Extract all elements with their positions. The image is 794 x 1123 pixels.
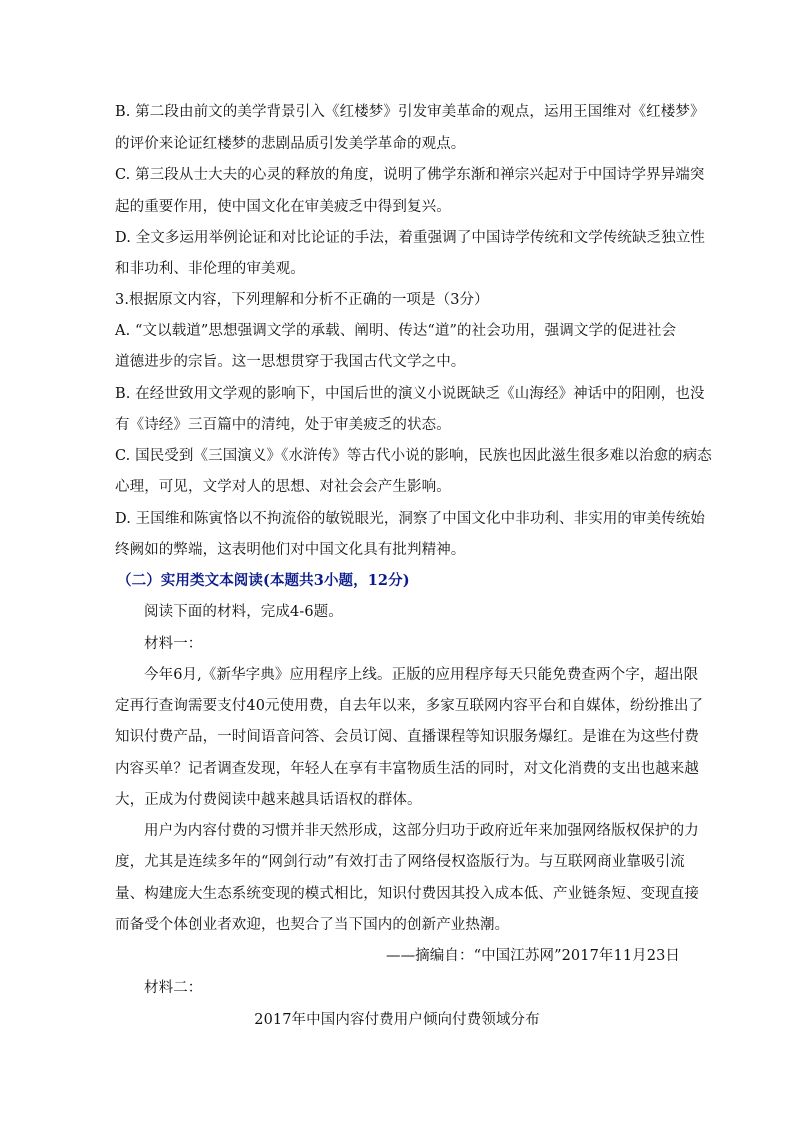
q3-option-d-line2: 终阙如的弊端，这表明他们对中国文化具有批判精神。 — [115, 542, 466, 558]
q3-option-b-line2: 有《诗经》三百篇中的清纯，处于审美疲乏的状态。 — [115, 417, 451, 433]
material1-p2-line2: 度，尤其是连续多年的“网剑行动”有效打击了网络侵权盗版行为。与互联网商业靠吸引流 — [115, 854, 685, 870]
material1-p2-line3: 量、构建庞大生态系统变现的模式相比，知识付费因其投入成本低、产业链条短、变现直接 — [115, 886, 699, 902]
q2-option-b-line2: 的评价来论证红楼梦的悲剧品质引发美学革命的观点。 — [115, 136, 466, 152]
material1-p1-line4: 内容买单？记者调查发现，年轻人在享有丰富物质生活的同时，对文化消费的支出也越来越 — [115, 761, 699, 777]
material2-label: 材料二： — [144, 980, 203, 996]
q3-option-a-line2: 道德进步的宗旨。这一思想贯穿于我国古代文学之中。 — [115, 354, 466, 370]
section2-instruction: 阅读下面的材料，完成4-6题。 — [144, 604, 343, 620]
figure-title: 2017年中国内容付费用户倾向付费领域分布 — [254, 1012, 540, 1028]
q2-option-c-line2: 起的重要作用，使中国文化在审美疲乏中得到复兴。 — [115, 199, 451, 215]
material1-source: ——摘编自：“中国江苏网”2017年11月23日 — [385, 948, 680, 964]
q2-option-b-line1: B. 第二段由前文的美学背景引入《红楼梦》引发审美革命的观点，运用王国维对《红楼梦》 — [115, 104, 705, 120]
question3-stem: 3.根据原文内容，下列理解和分析不正确的一项是（3分） — [115, 292, 489, 308]
material1-p1-line1: 今年6月,《新华字典》应用程序上线。正版的应用程序每天只能免费查两个字，超出限 — [144, 667, 699, 683]
material1-p2-line1: 用户为内容付费的习惯并非天然形成，这部分归功于政府近年来加强网络版权保护的力 — [144, 823, 699, 839]
material1-p1-line5: 大，正成为付费阅读中越来越具话语权的群体。 — [115, 792, 422, 808]
q3-option-b-line1: B. 在经世致用文学观的影响下，中国后世的演义小说既缺乏《山海经》神话中的阳刚，也没 — [115, 386, 705, 402]
q3-option-d-line1: D. 王国维和陈寅恪以不拘流俗的敏锐眼光，洞察了中国文化中非功利、非实用的审美传统始 — [115, 511, 706, 527]
material1-p2-line4: 而备受个体创业者欢迎，也契合了当下国内的创新产业热潮。 — [115, 917, 510, 933]
q3-option-c-line2: 心理，可见，文学对人的思想、对社会会产生影响。 — [115, 479, 451, 495]
q3-option-a-line1: A. “文以载道”思想强调文学的承载、阐明、传达“道”的社会功用，强调文学的促进社会 — [115, 323, 677, 339]
material1-p1-line3: 知识付费产品，一时间语音问答、会员订阅、直播课程等知识服务爆红。是谁在为这些付费 — [115, 729, 699, 745]
section2-heading: （二）实用类文本阅读(本题共3小题，12分) — [117, 572, 410, 589]
q3-option-c-line1: C. 国民受到《三国演义》《水浒传》等古代小说的影响，民族也因此滋生很多难以治愈的病态 — [115, 448, 712, 464]
q2-option-d-line1: D. 全文多运用举例论证和对比论证的手法，着重强调了中国诗学传统和文学传统缺乏独立性 — [115, 230, 706, 246]
material1-label: 材料一： — [144, 636, 203, 652]
q2-option-d-line2: 和非功利、非伦理的审美观。 — [115, 261, 305, 277]
q2-option-c-line1: C. 第三段从士大夫的心灵的释放的角度，说明了佛学东渐和禅宗兴起对于中国诗学界异端突 — [115, 167, 705, 183]
material1-p1-line2: 定再行查询需要支付40元使用费，自去年以来，多家互联网内容平台和自媒体，纷纷推出了 — [115, 698, 704, 714]
